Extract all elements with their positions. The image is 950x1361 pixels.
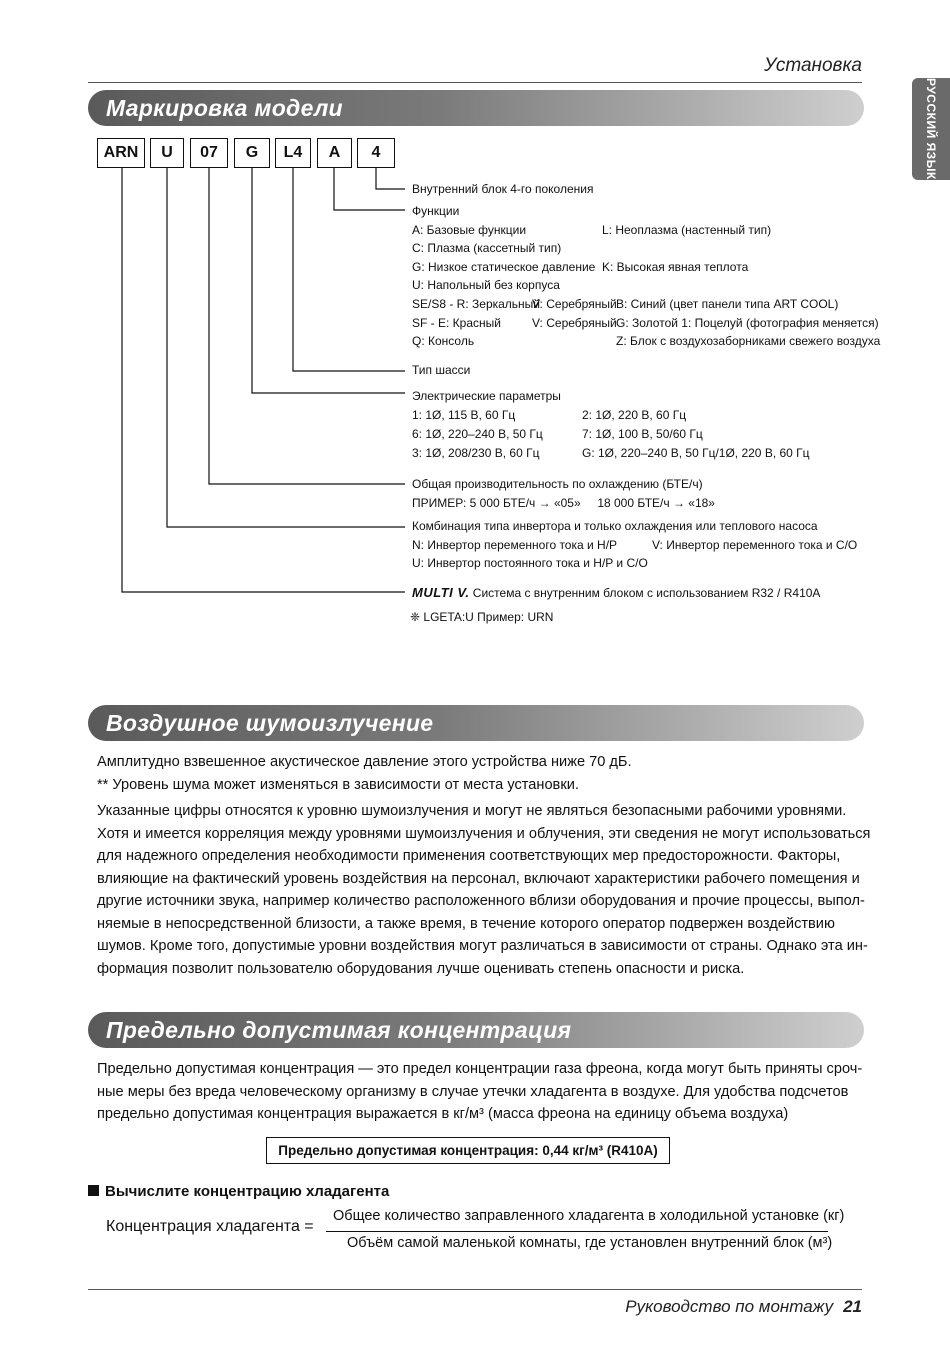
capacity-example: ПРИМЕР: 5 000 БТЕ/ч → «05» 18 000 БТЕ/ч → «18» [412,496,715,510]
function-a: A: Базовые функции [412,223,527,237]
capacity-title: Общая производительность по охлаждению (БТЕ/ч) [412,477,703,491]
code-box-u: U [150,138,184,168]
noise-line: Амплитудно взвешенное акустическое давление этого устройства ниже 70 дБ. [97,754,632,770]
combo-n: N: Инвертор переменного тока и H/P [412,538,618,552]
noise-line: Указанные цифры относятся к уровню шумоизлучения и могут не являться безопасными рабочими уровнями. [97,803,847,819]
code-box-07: 07 [190,138,228,168]
square-bullet-icon [88,1185,99,1196]
concentration-paragraph [97,1058,867,1126]
conc-line: Предельно допустимая концентрация — это предел концентрации газа фреона, когда могут быть приняты сроч- [97,1061,863,1077]
code-box-g: G [234,138,270,168]
elec-6: 6: 1Ø, 220–240 В, 50 Гц [412,427,543,441]
calc-title-text: Вычислите концентрацию хладагента [105,1183,390,1200]
function-sf: SF - E: Красный [412,316,501,330]
code-box-a: A [317,138,352,168]
noise-line: другие источники звука, например количество расположенного вблизи оборудования и прочие процессы, выпол- [97,893,865,909]
calc-numerator: Общее количество заправленного хладагента в холодильной установке (кг) [333,1208,845,1224]
fraction-line [326,1231,828,1232]
page-number: 21 [843,1297,862,1316]
function-se-v: V: Серебряный [532,297,617,311]
section-title-concentration: Предельно допустимая концентрация [88,1012,864,1048]
function-z: Z: Блок с воздухозаборниками свежего воздуха [616,334,881,348]
noise-intro [97,751,867,796]
gen4-label: Внутренний блок 4-го поколения [412,182,594,196]
noise-line: для надежного определения необходимости применения соответствующих мер предосторожности. Факторы, [97,848,841,864]
elec-3: 3: 1Ø, 208/230 В, 60 Гц [412,446,540,460]
calc-title [88,1183,389,1200]
function-q: Q: Консоль [412,334,475,348]
code-box-4: 4 [357,138,395,168]
function-sf-g: G: Золотой 1: Поцелуй (фотография меняется) [616,316,879,330]
noise-line: няемые в непосредственной близости, а также время, в течение которого оператор подвержен воздействию [97,915,835,932]
functions-title: Функции [412,204,460,218]
code-box-l4: L4 [275,138,311,168]
elec-2: 2: 1Ø, 220 В, 60 Гц [582,408,687,422]
function-g: G: Низкое статическое давление [412,260,596,274]
function-c: C: Плазма (кассетный тип) [412,241,562,255]
combo-title: Комбинация типа инвертора и только охлаждения или теплового насоса [412,519,818,533]
limit-concentration-box: Предельно допустимая концентрация: 0,44 кг/м³ (R410A) [266,1137,670,1164]
noise-line: формация позволит пользователю оборудования лучше оценивать степень опасности и риска. [97,960,745,977]
combo-u: U: Инвертор постоянного тока и H/P и C/O [412,556,648,570]
conc-line: ные меры без вреда человеческому организму в случае утечки хладагента в воздухе. Для удобства подсчетов [97,1083,849,1100]
section-title-noise: Воздушное шумоизлучение [88,705,864,741]
multiv-line [412,586,820,600]
chassis-label: Тип шасси [412,363,471,377]
noise-paragraph [97,800,871,980]
function-l: L: Неоплазма (настенный тип) [602,223,772,237]
elec-1: 1: 1Ø, 115 В, 60 Гц [412,408,516,422]
elec-g: G: 1Ø, 220–240 В, 50 Гц/1Ø, 220 В, 60 Гц [582,446,810,460]
footer [625,1297,862,1317]
language-tab: РУССКИЙ ЯЗЫК [912,78,950,180]
function-sf-v: V: Серебряный [532,316,617,330]
code-box-arn: ARN [97,138,145,168]
footer-title: Руководство по монтажу [625,1297,834,1316]
function-se-b: B: Синий (цвет панели типа ART COOL) [616,297,839,311]
function-se: SE/S8 - R: Зеркальный [412,297,541,311]
combo-v: V: Инвертор переменного тока и C/O [652,538,858,552]
noise-line: ** Уровень шума может изменяться в зависимости от места установки. [97,776,579,793]
footer-rule [88,1289,862,1290]
multiv-text: Система с внутренним блоком с использованием R32 / R410A [472,586,821,600]
calc-label: Концентрация хладагента = [106,1218,314,1235]
elec-title: Электрические параметры [412,389,561,403]
section-header: Установка [764,55,862,76]
multiv-logo: MULTI V. [412,585,470,600]
conc-line: предельно допустимая концентрация выражается в кг/м³ (масса фреона на единицу объема воздуха) [97,1106,789,1122]
elec-7: 7: 1Ø, 100 В, 50/60 Гц [582,427,703,441]
noise-line: шумов. Кроме того, допустимые уровни воздействия могут различаться в зависимости от страны. Однако эта ин- [97,938,868,954]
function-k: K: Высокая явная теплота [602,260,749,274]
noise-line: влияющие на фактический уровень воздействия на персонал, включают характеристики рабочего помещения и [97,870,860,887]
noise-line: Хотя и имеется корреляция между уровнями шумоизлучения и облучения, эти сведения не могут использоваться [97,825,871,842]
lgeta-note: ❈ LGETA:U Пример: URN [410,610,554,624]
calc-denominator: Объём самой маленькой комнаты, где установлен внутренний блок (м³) [347,1235,833,1251]
section-title-model: Маркировка модели [88,90,864,126]
function-u: U: Напольный без корпуса [412,278,560,292]
